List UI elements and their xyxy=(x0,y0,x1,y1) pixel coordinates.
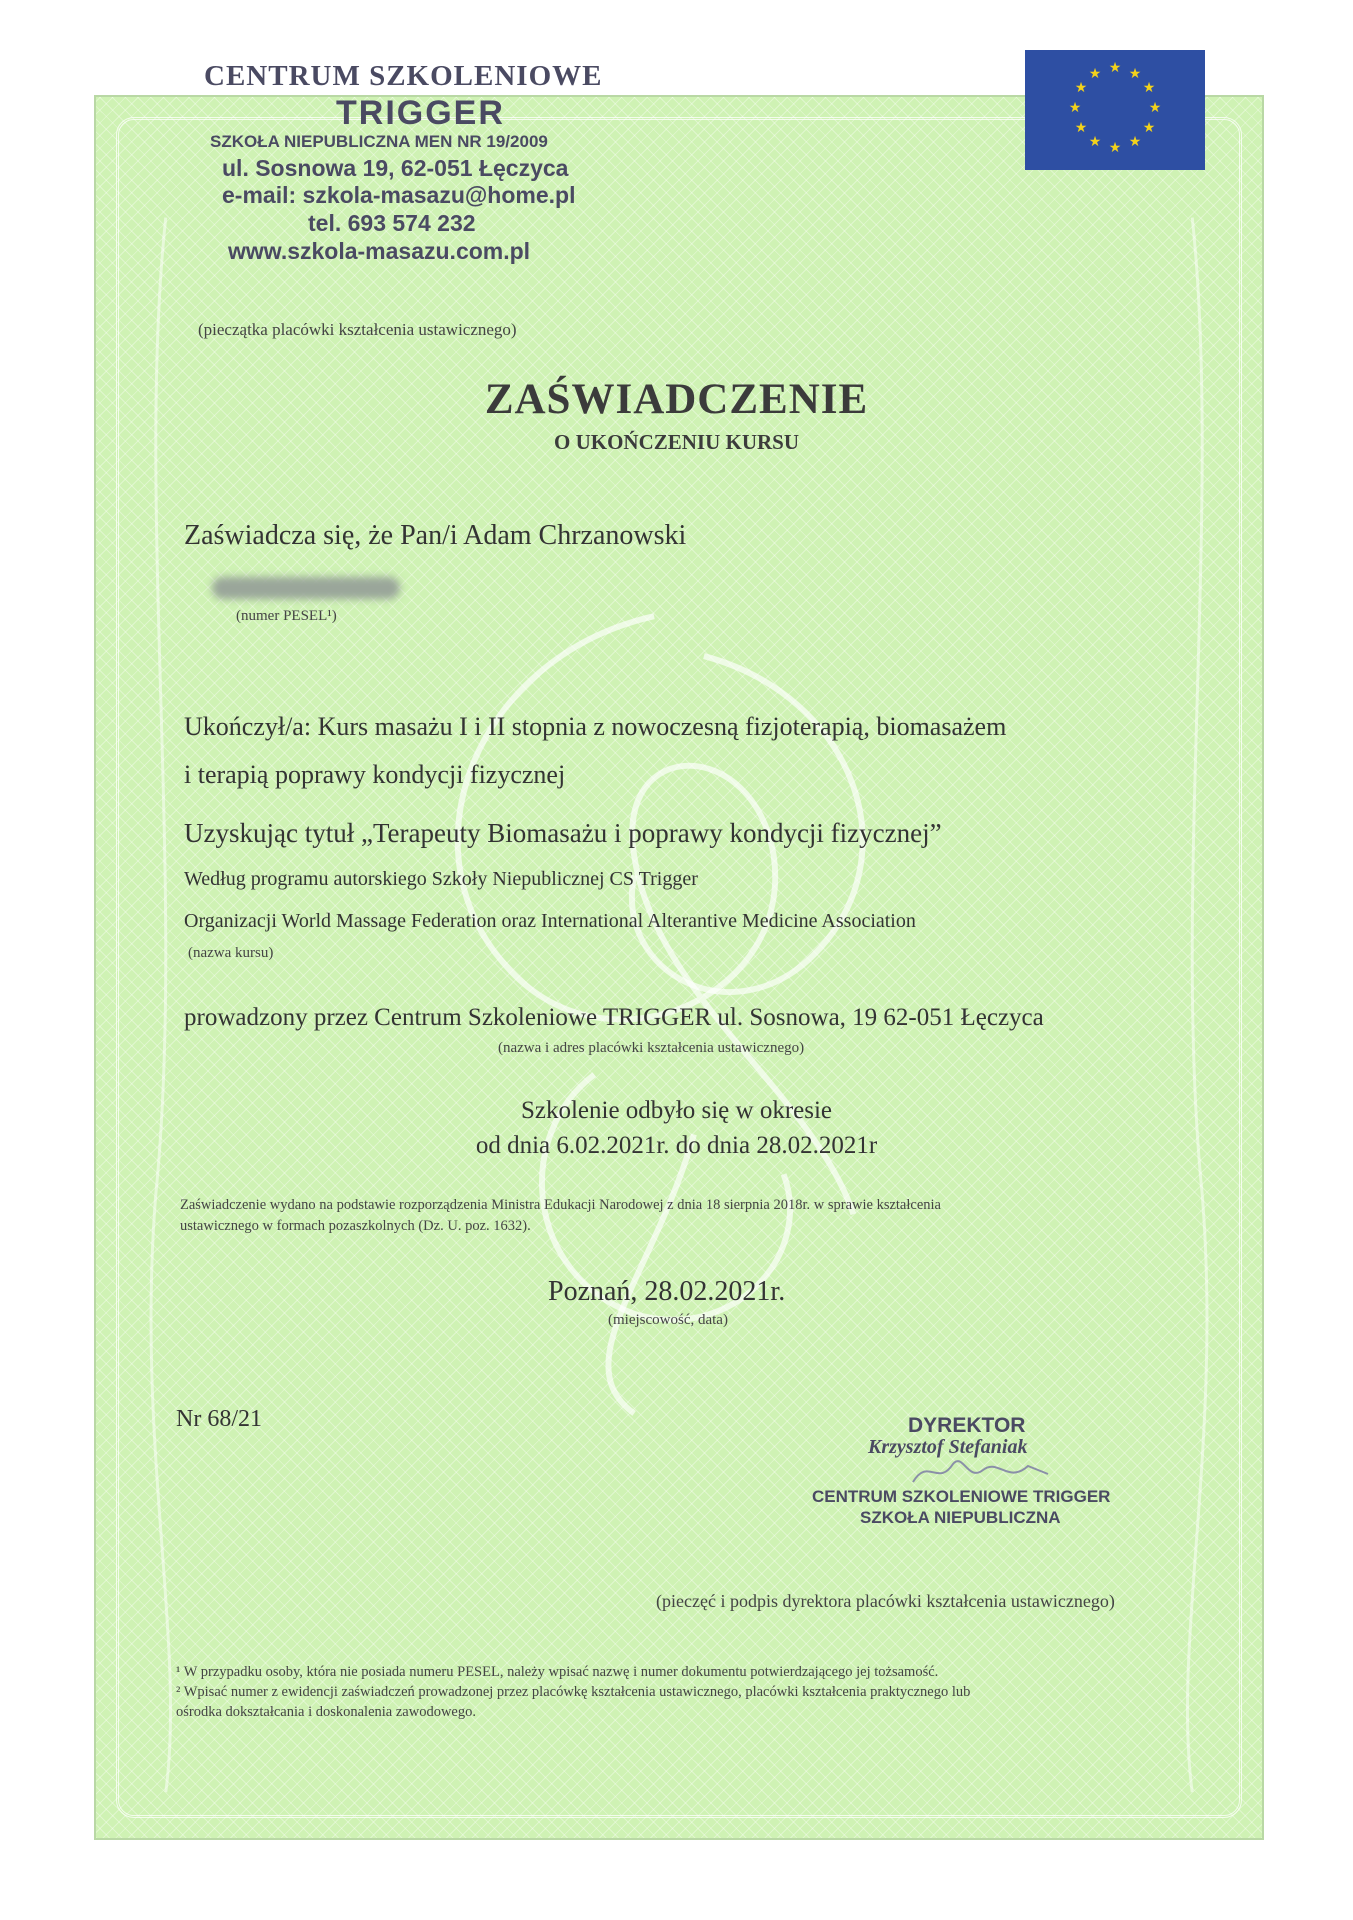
director-name: Krzysztof Stefaniak xyxy=(868,1436,1028,1458)
footnote-2b: ośrodka dokształcania i doskonalenia zawodowego. xyxy=(176,1704,476,1720)
stamp-line-7: www.szkola-masazu.com.pl xyxy=(228,238,531,264)
stamp-caption: (pieczątka placówki kształcenia ustawicznego) xyxy=(198,320,517,339)
eu-stars-icon xyxy=(1025,50,1205,170)
stamp-line-6: tel. 693 574 232 xyxy=(308,210,476,236)
certificate-number: Nr 68/21 xyxy=(176,1406,262,1432)
svg-text:★: ★ xyxy=(1148,100,1162,116)
eu-flag xyxy=(1025,50,1205,170)
period-line-2: od dnia 6.02.2021r. do dnia 28.02.2021r xyxy=(475,1132,878,1159)
monogram-watermark xyxy=(96,97,1262,1838)
svg-text:★: ★ xyxy=(1142,80,1156,96)
svg-text:★: ★ xyxy=(1074,80,1088,96)
svg-text:★: ★ xyxy=(1088,66,1102,82)
period-line-1: Szkolenie odbyło się w okresie xyxy=(520,1097,833,1124)
svg-text:★: ★ xyxy=(1074,120,1088,136)
stamp-line-1: CENTRUM SZKOLENIOWE xyxy=(204,60,603,92)
director-stamp-line-4: SZKOŁA NIEPUBLICZNA xyxy=(860,1508,1061,1527)
footnote-1: ¹ W przypadku osoby, która nie posiada numeru PESEL, należy wpisać nazwę i numer dokumentu potwierdzającego jej tożsamość. xyxy=(176,1664,939,1680)
course-caption: (nazwa kursu) xyxy=(188,945,274,961)
svg-text:★: ★ xyxy=(1128,134,1142,150)
svg-text:★: ★ xyxy=(1128,66,1142,82)
course-line-2: i terapią poprawy kondycji fizycznej xyxy=(184,760,566,789)
stamp-line-5: e-mail: szkola-masazu@home.pl xyxy=(222,182,576,208)
svg-text:★: ★ xyxy=(1108,140,1122,156)
course-line-3: Uzyskując tytuł „Terapeuty Biomasażu i poprawy kondycji fizycznej” xyxy=(184,818,942,848)
handwritten-signature xyxy=(908,1452,1058,1492)
stamp-line-2: TRIGGER xyxy=(336,94,505,132)
stamp-line-4: ul. Sosnowa 19, 62-051 Łęczyca xyxy=(222,155,569,181)
place-date-caption: (miejscowość, data) xyxy=(608,1312,728,1328)
pesel-caption: (numer PESEL¹) xyxy=(236,608,337,624)
stamp-line-3: SZKOŁA NIEPUBLICZNA MEN NR 19/2009 xyxy=(210,132,548,151)
legal-line-1: Zaświadczenie wydano na podstawie rozporządzenia Ministra Edukacji Narodowej z dnia 18 sierpnia 2018r. w sprawie kształcenia xyxy=(180,1197,941,1213)
place-date: Poznań, 28.02.2021r. xyxy=(548,1276,786,1307)
svg-text:★: ★ xyxy=(1068,100,1082,116)
director-title: DYREKTOR xyxy=(908,1414,1026,1437)
course-line-5: Organizacji World Massage Federation oraz International Alterantive Medicine Association xyxy=(184,910,916,932)
svg-text:★: ★ xyxy=(1088,134,1102,150)
provider-caption: (nazwa i adres placówki kształcenia ustawicznego) xyxy=(498,1040,805,1056)
footnote-2a: ² Wpisać numer z ewidencji zaświadczeń prowadzonej przez placówkę kształcenia ustawicznego, placówki kształcenia praktycznego lub xyxy=(176,1684,971,1700)
course-line-1: Ukończył/a: Kurs masażu I i II stopnia z nowoczesną fizjoterapią, biomasażem xyxy=(184,712,1007,741)
recipient-line: Zaświadcza się, że Pan/i Adam Chrzanowski xyxy=(184,520,687,551)
provider-line: prowadzony przez Centrum Szkoleniowe TRIGGER ul. Sosnowa, 19 62-051 Łęczyca xyxy=(184,1004,1044,1031)
legal-line-2: ustawicznego w formach pozaszkolnych (Dz. U. poz. 1632). xyxy=(180,1218,531,1234)
redacted-pesel xyxy=(212,577,400,599)
director-stamp-line-3: CENTRUM SZKOLENIOWE TRIGGER xyxy=(812,1487,1111,1506)
svg-text:★: ★ xyxy=(1108,60,1122,76)
course-line-4: Według programu autorskiego Szkoły Niepublicznej CS Trigger xyxy=(184,868,698,890)
document-subtitle: O UKOŃCZENIU KURSU xyxy=(553,430,800,454)
svg-text:★: ★ xyxy=(1142,120,1156,136)
signature-caption: (pieczęć i podpis dyrektora placówki kształcenia ustawicznego) xyxy=(656,1591,1115,1611)
certificate-paper xyxy=(94,95,1264,1840)
document-title: ZAŚWIADCZENIE xyxy=(484,376,869,423)
